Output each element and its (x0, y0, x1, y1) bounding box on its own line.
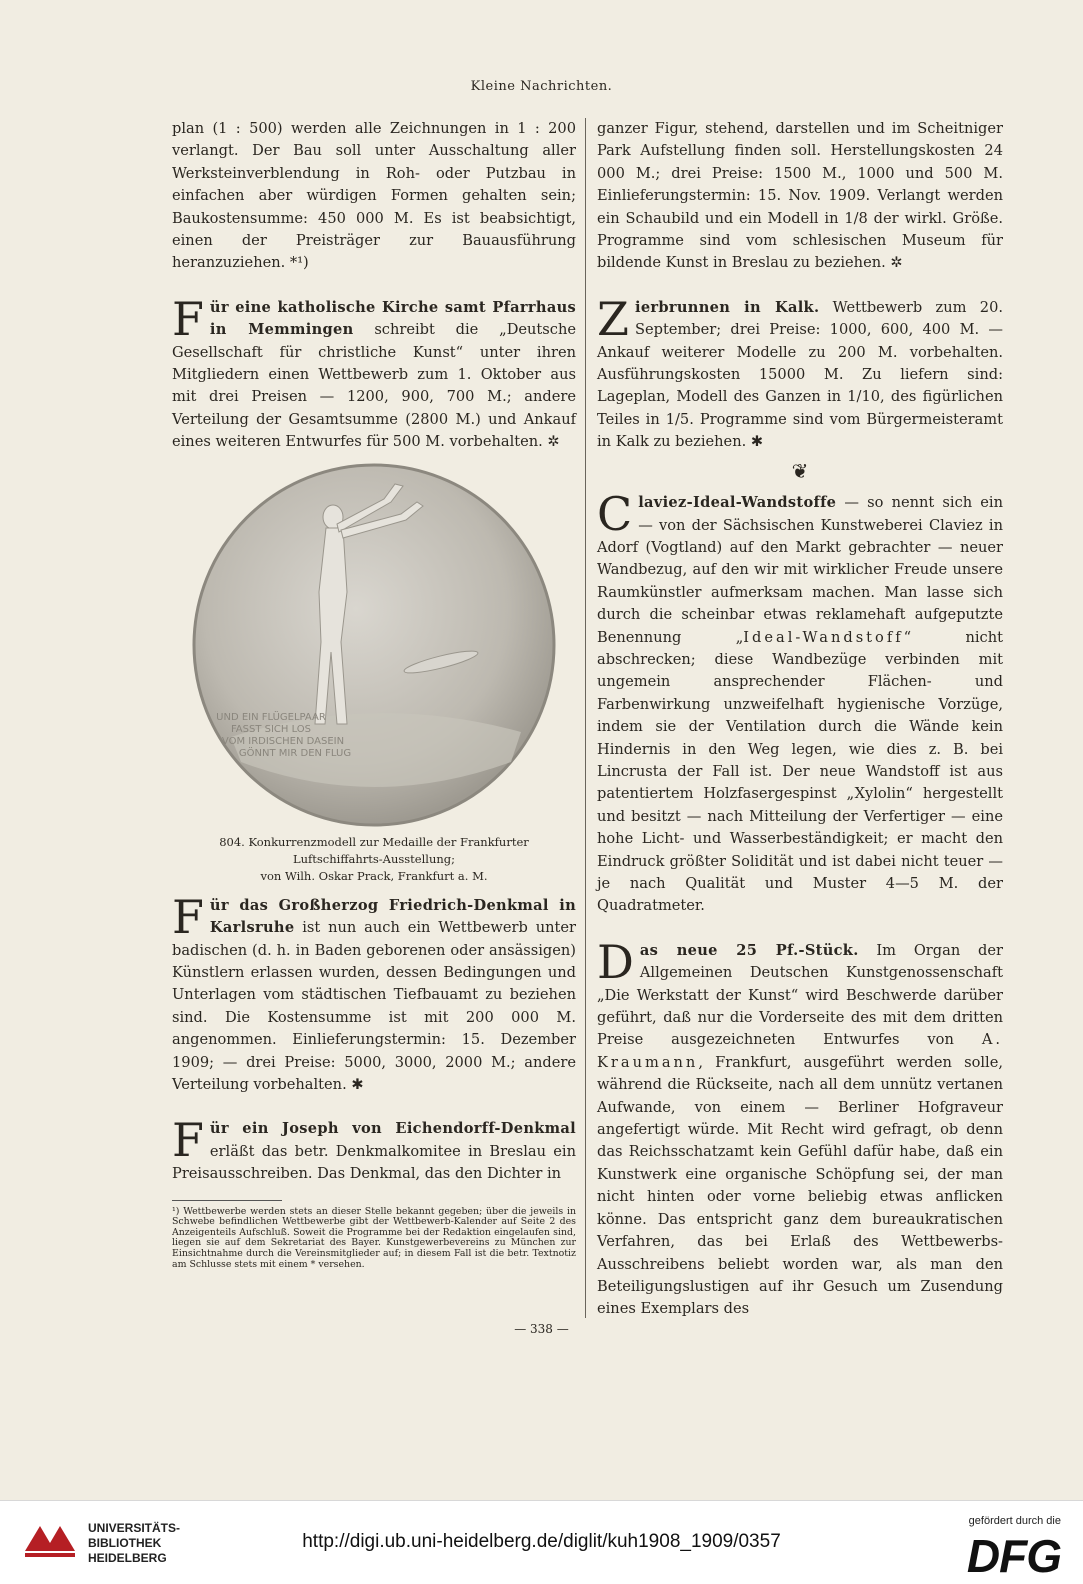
spaced-term: A. Kraumann (597, 1031, 1003, 1071)
institution-line: BIBLIOTHEK (88, 1536, 162, 1550)
drop-initial: Z (597, 291, 629, 346)
article-heading: as neue 25 Pf.-Stück. (639, 941, 859, 959)
article-body: Wettbewerb zum 20. September; drei Preise: 1000, 600, 400 M. — Ankauf weiterer Modelle zu 200 M. vorbehalten. Ausführungskosten 15000 M. Zu liefern sind: Lageplan, Modell des Ganzen in 1/10, des figürlichen Teiles in 1/5. Programme sind vom Bürgermeisteramt in Kalk zu beziehen. ✱ (597, 298, 1004, 451)
article-body: — so nennt sich ein — von der Sächsischen Kunstweberei Claviez in Adorf (Vogtland) auf den Markt gebrachter — neuer Wandbezug, auf den wir mit wirklicher Freude unsere Raumkünstler aufmerksam machen. Man lasse sich durch die scheinbar etwas reklamehaft aufgeputzte Benennung „ (597, 494, 1003, 646)
article-heading: ierbrunnen in Kalk. (634, 298, 820, 316)
ornament-icon: ❦ (791, 458, 809, 483)
caption-line: 804. Konkurrenzmodell zur Medaille der Frankfurter (219, 834, 529, 849)
right-column (597, 118, 1003, 1321)
article-body: , Frankfurt, ausgeführt werden solle, während die Rückseite, nach all dem unnütz vertanen Aufwande, von einem — Berliner Hofgraveur angefertigt würde. Mit Recht wird gefragt, ob denn das Reichsschatzamt kein Gefühl dafür habe, daß ein Kunstwerk eine organische Schöpfung sei, der man nicht hinten oder vorne beliebig etwas anflicken könne. Das entspricht ganz dem bureaukratischen Verfahren, das bei Erlaß des Wettbewerbs-Ausschreibens beliebt worden war, als man den Beteiligungslustigen auf ihr Gesuch um Zusendung eines Exemplars des (597, 1053, 1003, 1318)
medal-inscription-line: VOM IRDISCHEN DASEIN (221, 735, 345, 747)
article-memmingen (172, 291, 576, 454)
funding-text: gefördert durch die (968, 1515, 1061, 1527)
dfg-logo: DFG (966, 1530, 1061, 1582)
page-number: — 338 — (514, 1322, 569, 1336)
left-column (172, 118, 576, 1270)
medal-inscription-line: FASST SICH LOS (230, 723, 312, 735)
article-body: ist nun auch ein Wettbewerb unter badischen (d. h. in Baden geborenen oder ansässigen) Künstlern erlassen wurden, dessen Bedingungen und Unterlagen vom städtischen Tiefbauamt zu beziehen sind. Die Kostensumme ist mit 200 000 M. angenommen. Einlieferungstermin: 15. Dezember 1909; — drei Preise: 5000, 3000, 2000 M.; andere Verteilung vorbehalten. ✱ (172, 919, 576, 1093)
drop-initial: F (172, 889, 204, 944)
article-body: Im Organ der Allgemeinen Deutschen Kunstgenossenschaft „Die Werkstatt der Kunst“ wird Beschwerde darüber geführt, daß nur die Vorderseite des mit dem dritten Preise ausgezeichneten Entwurfes von (597, 941, 1003, 1049)
drop-initial: F (172, 1113, 204, 1168)
article-body: schreibt die „Deutsche Gesellschaft für christliche Kunst“ unter ihren Mitgliedern einen Wettbewerb zum 1. Oktober aus mit drei Preisen — 1200, 900, 700 M.; andere Verteilung der Gesamtsumme (2800 M.) und Ankauf eines weiteren Entwurfes für 500 M. vorbehalten. ✲ (172, 321, 576, 451)
caption-line: Luftschiffahrts-Ausstellung; (292, 851, 456, 866)
article-25pf (597, 934, 1003, 1321)
column-divider (585, 118, 586, 1318)
medal-inscription-line: GÖNNT MIR DEN FLUG (238, 747, 352, 759)
article-body: erläßt das betr. Denkmalkomitee in Breslau ein Preisausschreiben. Das Denkmal, das den Dichter in (172, 1142, 576, 1183)
footnote: ¹) Wettbewerbe werden stets an dieser Stelle bekannt gegeben; über die jeweils in Schwebe befindlichen Wettbewerbe gibt der Wettbewerb-Kalender auf Seite 2 des Anzeigenteils Aufschluß. Soweit die Programme bei der Redaktion eingelaufen sind, liegen sie auf dem Sekretariat des Bayer. Kunstgewerbevereins zu München zur Einsichtnahme durch die Vereinsmitglieder auf; in diesem Fall ist die betr. Textnotiz am Schlusse stets mit einem * versehen. (172, 1205, 576, 1270)
article-eichendorff (172, 1113, 576, 1185)
figure-caption (172, 834, 576, 885)
footer-bar (0, 1500, 1083, 1584)
drop-initial: F (172, 291, 204, 346)
institution-line: UNIVERSITÄTS- (88, 1521, 181, 1535)
figure-medal (172, 462, 576, 885)
caption-line: von Wilh. Oskar Prack, Frankfurt a. M. (260, 868, 488, 883)
article-body: “ nicht abschrecken; diese Wandbezüge verbinden mit ungemein ansprechender Flächen- und Farbenwirkung unzweifelhaft hygienische Vorzüge, indem sie der Ventilation durch die Wände kein Hindernis in den Weg legen, wie dies z. B. bei Lincrusta der Fall ist. Der neue Wandstoff ist aus patentiertem Holzfasergespinst „Xylolin“ hergestellt und besitzt — nach Mitteilung der Verfertiger — eine hohe Licht- und Wasserbeständigkeit; er macht den Eindruck größter Solidität und ist dabei nicht teuer — je nach Qualität und Muster 4—5 M. der Quadratmeter. (597, 628, 1003, 915)
medal-image (191, 462, 557, 828)
article-heading: laviez-Ideal-Wandstoffe (638, 494, 837, 512)
article-heading: ür das Großherzog Friedrich-Denkmal in Karlsruhe (209, 896, 576, 937)
article-heading: ür eine katholische Kirche samt Pfarrhaus in Memmingen (209, 298, 576, 339)
permalink-url[interactable]: http://digi.ub.uni-heidelberg.de/diglit/kuh1908_1909/0357 (302, 1531, 781, 1552)
article-karlsruhe (172, 889, 576, 1097)
left-intro-paragraph: plan (1 : 500) werden alle Zeichnungen in 1 : 200 verlangt. Der Bau soll unter Ausschaltung aller Werksteinverblendung in Roh- oder Putzbau in einfachen aber würdigen Formen gehalten sein; Baukostensumme: 450 000 M. Es ist beabsichtigt, einen der Preisträger zur Bauausführung heranzuziehen. *¹) (172, 120, 576, 272)
drop-initial: C (597, 487, 633, 542)
running-head: Kleine Nachrichten. (470, 79, 613, 94)
institution-line: HEIDELBERG (88, 1551, 167, 1565)
footnote-rule (172, 1200, 282, 1201)
article-claviez (597, 487, 1003, 918)
right-intro-paragraph: ganzer Figur, stehend, darstellen und im Scheitniger Park Aufstellung finden soll. Herstellungskosten 24 000 M.; drei Preise: 1500 M., 1000 und 500 M. Einlieferungstermin: 15. Nov. 1909. Verlangt werden ein Schaubild und ein Modell in 1/8 der wirkl. Größe. Programme sind vom schlesischen Museum für bildende Kunst in Breslau zu beziehen. ✲ (597, 120, 1003, 272)
article-kalk (597, 291, 1004, 454)
drop-initial: D (597, 934, 634, 989)
spaced-term: Ideal-Wandstoff (743, 628, 904, 646)
article-heading: ür ein Joseph von Eichendorff-Denkmal (209, 1120, 576, 1138)
medal-inscription-line: UND EIN FLÜGELPAAR (216, 711, 326, 723)
